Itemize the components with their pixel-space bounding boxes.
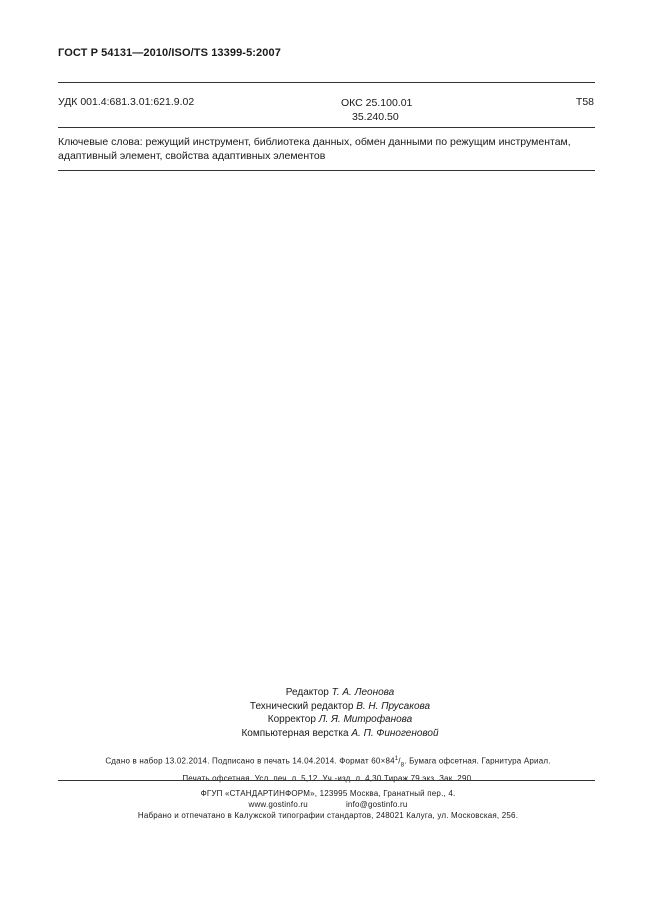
credits-block	[200, 686, 480, 740]
print-info-line-2: Печать офсетная. Усл. печ. л. 5,12. Уч.-изд. л. 4,30 Тираж 79 экз. Зак. 290.	[182, 774, 474, 784]
keywords-line-1: Ключевые слова: режущий инструмент, библиотека данных, обмен данными по режущим инструментам,	[58, 136, 571, 148]
publisher-address: ФГУП «СТАНДАРТИНФОРМ», 123995 Москва, Гранатный пер., 4.	[200, 789, 456, 798]
publisher-block	[100, 788, 556, 821]
standard-code: ГОСТ Р 54131—2010/ISO/TS 13399-5:2007	[58, 47, 281, 59]
oks-code-1: ОКС 25.100.01	[341, 97, 413, 109]
credit-tech-editor	[200, 700, 480, 714]
oks-codes	[341, 96, 412, 124]
print-info-line-1	[78, 753, 578, 772]
print-info-paper: . Бумага офсетная. Гарнитура Ариал.	[404, 756, 551, 766]
keywords-divider	[58, 170, 595, 171]
classification-divider	[58, 127, 595, 128]
publisher-email[interactable]: info@gostinfo.ru	[345, 800, 408, 809]
credit-layout	[200, 727, 480, 741]
header-divider	[58, 82, 595, 83]
group-code: Т58	[575, 96, 594, 108]
keywords	[58, 136, 598, 163]
publisher-contacts	[100, 799, 556, 810]
corrector-label: Корректор	[267, 714, 316, 725]
layout-name: А. П. Финогеновой	[351, 727, 439, 739]
corrector-name: Л. Я. Митрофанова	[318, 714, 413, 725]
tech-editor-label: Технический редактор	[249, 700, 354, 712]
credit-editor	[200, 686, 480, 700]
tech-editor-name: В. Н. Прусакова	[356, 700, 431, 712]
format-numerator: 1	[394, 756, 399, 762]
publisher-divider	[58, 780, 595, 781]
layout-label: Компьютерная верстка	[241, 727, 349, 739]
print-info-format: Сдано в набор 13.02.2014. Подписано в печать 14.04.2014. Формат 60×84	[105, 756, 395, 766]
printing-house: Набрано и отпечатано в Калужской типографии стандартов, 248021 Калуга, ул. Московская, 256.	[137, 811, 519, 820]
publisher-website[interactable]: www.gostinfo.ru	[248, 800, 308, 809]
udk-code: УДК 001.4:681.3.01:621.9.02	[58, 96, 195, 108]
editor-name: Т. А. Леонова	[331, 687, 395, 698]
format-denominator: 8	[400, 762, 405, 769]
format-separator: /	[398, 756, 401, 766]
editor-label: Редактор	[285, 687, 329, 698]
credit-corrector	[200, 713, 480, 727]
keywords-line-2: адаптивный элемент, свойства адаптивных элементов	[58, 149, 326, 162]
oks-code-2: 35.240.50	[352, 111, 399, 123]
